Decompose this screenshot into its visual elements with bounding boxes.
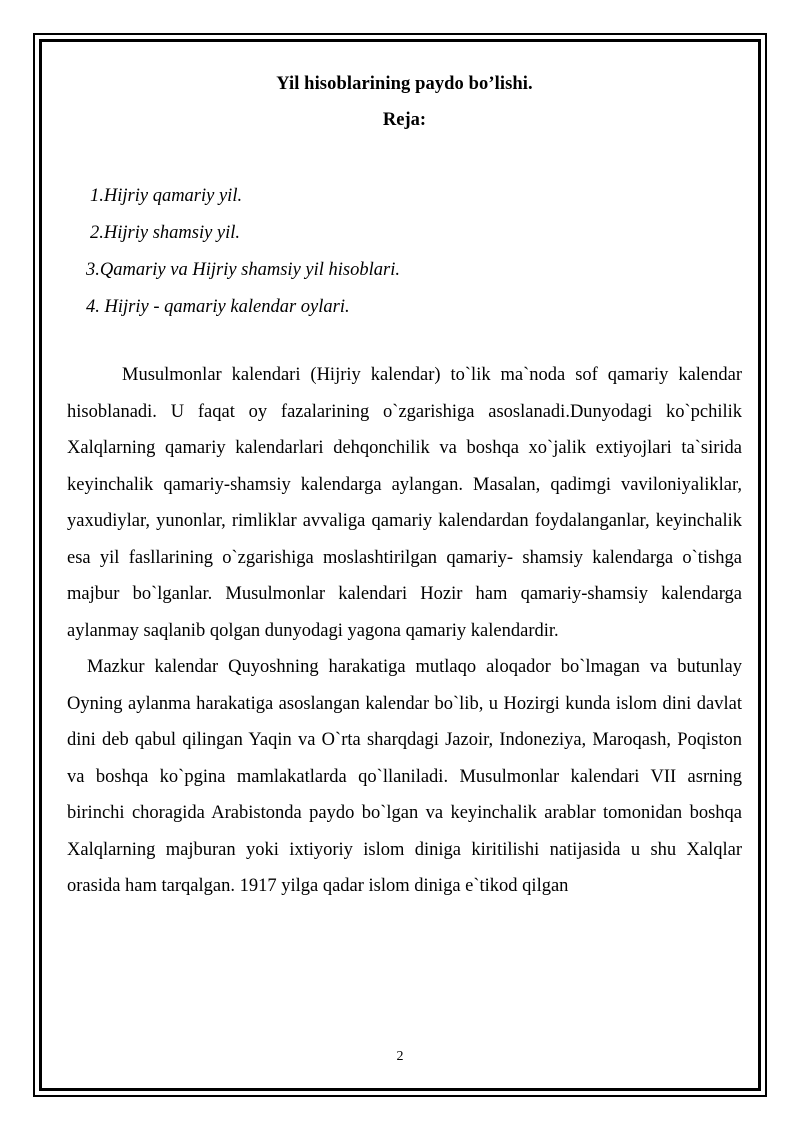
document-title: Yil hisoblarining paydo bo’lishi. <box>276 74 533 94</box>
page-number: 2 <box>396 1049 404 1064</box>
paragraph: Musulmonlar kalendari (Hijriy kalendar) to`lik ma`noda sof qamariy kalendar hisoblanadi. U faqat oy fazalarining o`zgarishiga asoslanadi.Dunyodagi ko`pchilik Xalqlarning qamariy kalendarlari dehqonchilik va boshqa xo`jalik extiyojlari ta`sirida keyinchalik qamariy-shamsiy kalendarga aylangan. Masalan, qadimgi vaviloniyaliklar, yaxudiylar, yunonlar, rimliklar avvaliga qamariy kalendardan foydalanganlar, keyinchalik esa yil fasllarining o`zgarishiga moslashtirilgan qamariy- shamsiy kalendarga o`tishga majbur bo`lganlar. Musulmonlar kalendari Hozir ham qamariy-shamsiy kalendarga aylanmay saqlanib qolgan dunyodagi yagona qamariy kalendardir. <box>67 365 742 641</box>
plan-heading: Reja: <box>382 110 427 130</box>
paragraph: Mazkur kalendar Quyoshning harakatiga mutlaqo aloqador bo`lmagan va butunlay Oyning aylanma harakatiga asoslangan kalendar bo`lib, u Hozirgi kunda islom dini davlat dini deb qabul qilingan Yaqin va O`rta sharqdagi Jazoir, Indoneziya, Maroqash, Poqiston va boshqa ko`pgina mamlakatlarda qo`llaniladi. Musulmonlar kalendari VII asrning birinchi choragida Arabistonda paydo bo`lgan va keyinchalik arablar tomonidan boshqa Xalqlarning majburan yoki ixtiyoriy islom diniga kiritilishi natijasida u shu Xalqlar orasida ham tarqalgan. 1917 yilga qadar islom diniga e`tikod qilgan <box>67 657 742 896</box>
page-content <box>67 74 742 905</box>
plan-item: 2.Hijriy shamsiy yil. <box>90 223 241 243</box>
plan-list <box>67 178 742 326</box>
body-text <box>67 357 742 905</box>
plan-item: 4. Hijriy - qamariy kalendar oylari. <box>86 297 350 317</box>
plan-item: 3.Qamariy va Hijriy shamsiy yil hisoblari. <box>86 260 400 280</box>
plan-item: 1.Hijriy qamariy yil. <box>90 186 243 206</box>
